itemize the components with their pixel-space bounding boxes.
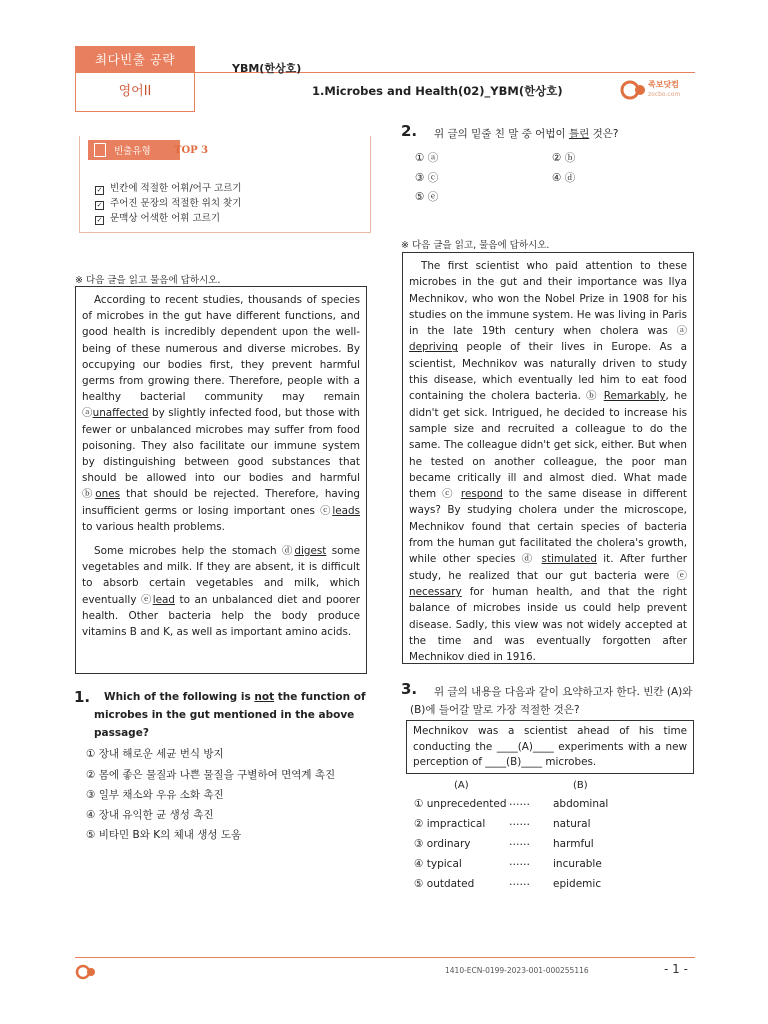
page-number: - 1 - <box>664 962 688 976</box>
question-text: 위 글의 밑줄 친 말 중 어법이 틀린 것은? <box>434 128 619 140</box>
answer-option-b: harmful <box>553 838 594 850</box>
answer-option[interactable]: ③ 일부 채소와 우유 소화 촉진 <box>86 789 224 801</box>
underlined-word: necessary <box>409 585 462 598</box>
answer-option[interactable]: ② 몸에 좋은 물질과 나쁜 물질을 구별하여 면역계 촉진 <box>86 769 336 781</box>
answer-option[interactable]: ③ ⓒ <box>415 172 439 184</box>
checkbox-icon: ✓ <box>96 201 103 209</box>
frequent-type-item: ✓ 문맥상 어색한 어휘 고르기 <box>96 213 221 224</box>
underlined-word: Remarkably <box>603 390 666 403</box>
answer-option[interactable]: ① ⓐ <box>415 152 439 164</box>
answer-option[interactable]: ③ ordinary <box>414 838 471 850</box>
document-code: 1410-ECN-0199-2023-001-000255116 <box>445 966 589 975</box>
answer-option-b: incurable <box>553 858 602 870</box>
column-header-b: (B) <box>573 780 588 791</box>
question-text: 위 글의 내용을 다음과 같이 요약하고자 한다. 빈칸 (A)와 (B)에 들어갈 말로 가장 적절한 것은? <box>410 686 693 716</box>
footer-logo-icon <box>75 962 99 982</box>
answer-option-b: natural <box>553 818 591 830</box>
checkbox-icon: ✓ <box>96 186 103 194</box>
underlined-word: leads <box>332 504 360 517</box>
passage-paragraph: Some microbes help the stomach ⓓdigest some vegetables and milk. If they are absent, it is difficult to absorb certain vegetables and milk, which eventually ⓔlead to an unbalanced diet and poorer health. Other bacteria help the body produce vitamins B and K, as well as important amino acids. <box>82 545 361 639</box>
passage-paragraph: According to recent studies, thousands of species of microbes in the gut have different functions, and good health is incredibly dependent upon the well-being of these numerous and diverse microbes. By occupying our bodies first, they prevent harmful germs from growing there. Therefore, people with a healthy bacterial community may remain ⓐunaffected by slightly infected food, but those with fewer or unbalanced microbes may suffer from food poisoning. They also facilitate our immune system by distinguishing between good substances that should be allowed into our bodies and harmful ⓑones that should be rejected. Therefore, having insufficient germs or losing important ones ⓒleads to various health problems. <box>82 294 361 533</box>
logo-text: 족보닷컴 <box>648 80 679 89</box>
checkbox-icon: ✓ <box>96 216 103 224</box>
answer-option[interactable]: ② impractical <box>414 818 486 830</box>
question-number: 2. <box>401 122 418 140</box>
answer-dots: …… <box>509 796 530 808</box>
reading-passage-2 <box>402 252 694 664</box>
answer-option[interactable]: ④ typical <box>414 858 462 870</box>
underlined-word: stimulated <box>541 553 597 566</box>
frequent-types-header <box>88 140 180 160</box>
answer-option[interactable]: ① 장내 해로운 세균 번식 방지 <box>86 748 224 760</box>
underlined-word: depriving <box>409 341 458 354</box>
reading-passage-1 <box>75 286 367 674</box>
answer-dots: …… <box>509 856 530 868</box>
answer-option[interactable]: ① unprecedented <box>414 798 507 810</box>
frequent-type-item: ✓ 주어진 문장의 적절한 위치 찾기 <box>96 198 242 209</box>
top3-badge: TOP 3 <box>174 145 209 156</box>
answer-dots: …… <box>509 836 530 848</box>
bookmark-icon <box>94 143 106 157</box>
underlined-word: lead <box>152 593 175 606</box>
frequent-type-item: ✓ 빈칸에 적절한 어휘/어구 고르기 <box>96 183 242 194</box>
question-number: 1. <box>74 688 91 706</box>
page-title: 1.Microbes and Health(02)_YBM(한상호) <box>312 84 563 98</box>
answer-option[interactable]: ⑤ ⓔ <box>415 191 439 203</box>
footer-divider <box>75 957 695 958</box>
answer-option[interactable]: ④ ⓓ <box>552 172 576 184</box>
underlined-word: digest <box>294 545 327 558</box>
instruction-note: ※ 다음 글을 읽고, 물음에 답하시오. <box>401 240 550 251</box>
underlined-word: unaffected <box>92 407 149 420</box>
answer-option[interactable]: ④ 장내 유익한 균 생성 촉진 <box>86 809 214 821</box>
question-text: Which of the following is not the function of microbes in the gut mentioned in the above passage? <box>94 691 366 739</box>
underlined-word: respond <box>460 488 503 501</box>
publisher-label: YBM(한상호) <box>232 62 302 75</box>
column-header-a: (A) <box>454 780 469 791</box>
summary-box: Mechnikov was a scientist ahead of his time conducting the ____(A)____ experiments with a new perception of ____(B)____ microbes. <box>406 720 694 774</box>
answer-option[interactable]: ⑤ 비타민 B와 K의 체내 생성 도움 <box>86 829 242 841</box>
answer-option[interactable]: ② ⓑ <box>552 152 576 164</box>
answer-option[interactable]: ⑤ outdated <box>414 878 475 890</box>
frequent-types-label: 빈출유형 <box>114 146 151 157</box>
answer-option-b: epidemic <box>553 878 602 890</box>
category-tab: 최다빈출 공략 <box>75 46 195 73</box>
passage-paragraph: The first scientist who paid attention to these microbes in the gut and their importance was Ilya Mechnikov, who won the Nobel Prize in 1908 for his studies on the immune system. He was living in Paris in the late 19th century when cholera was ⓐ depriving people of their lives in Europe. As a scientist, Mechnikov was naturally driven to study this disease, which eventually led him to eat food containing the cholera bacteria. ⓑ Remarkably, he didn't get sick. Intrigued, he decided to increase his sample size and recruited a colleague to do the same. The colleague didn't get sick, either. But when he tested on another colleague, the poor man became critically ill and almost died. What made them ⓒ respond to the same disease in different ways? By studying cholera under the microscope, Mechnikov found that certain species of bacteria from the human gut facilitated the cholera's growth, while other species ⓓ stimulated it. After further study, he realized that our gut bacteria were ⓔ necessary for human health, and that the right balance of microbes inside us could help prevent disease. Sadly, this view was not widely accepted at the time and was eventually forgotten after Mechnikov died in 1916. <box>409 260 688 664</box>
underlined-word: ones <box>95 488 121 501</box>
question-number: 3. <box>401 680 418 698</box>
instruction-note: ※ 다음 글을 읽고 물음에 답하시오. <box>75 275 221 286</box>
answer-dots: …… <box>509 876 530 888</box>
logo-subtext: zocbo.com <box>648 91 681 98</box>
answer-dots: …… <box>509 816 530 828</box>
answer-option-b: abdominal <box>553 798 609 810</box>
subject-tab: 영어II <box>75 73 195 112</box>
